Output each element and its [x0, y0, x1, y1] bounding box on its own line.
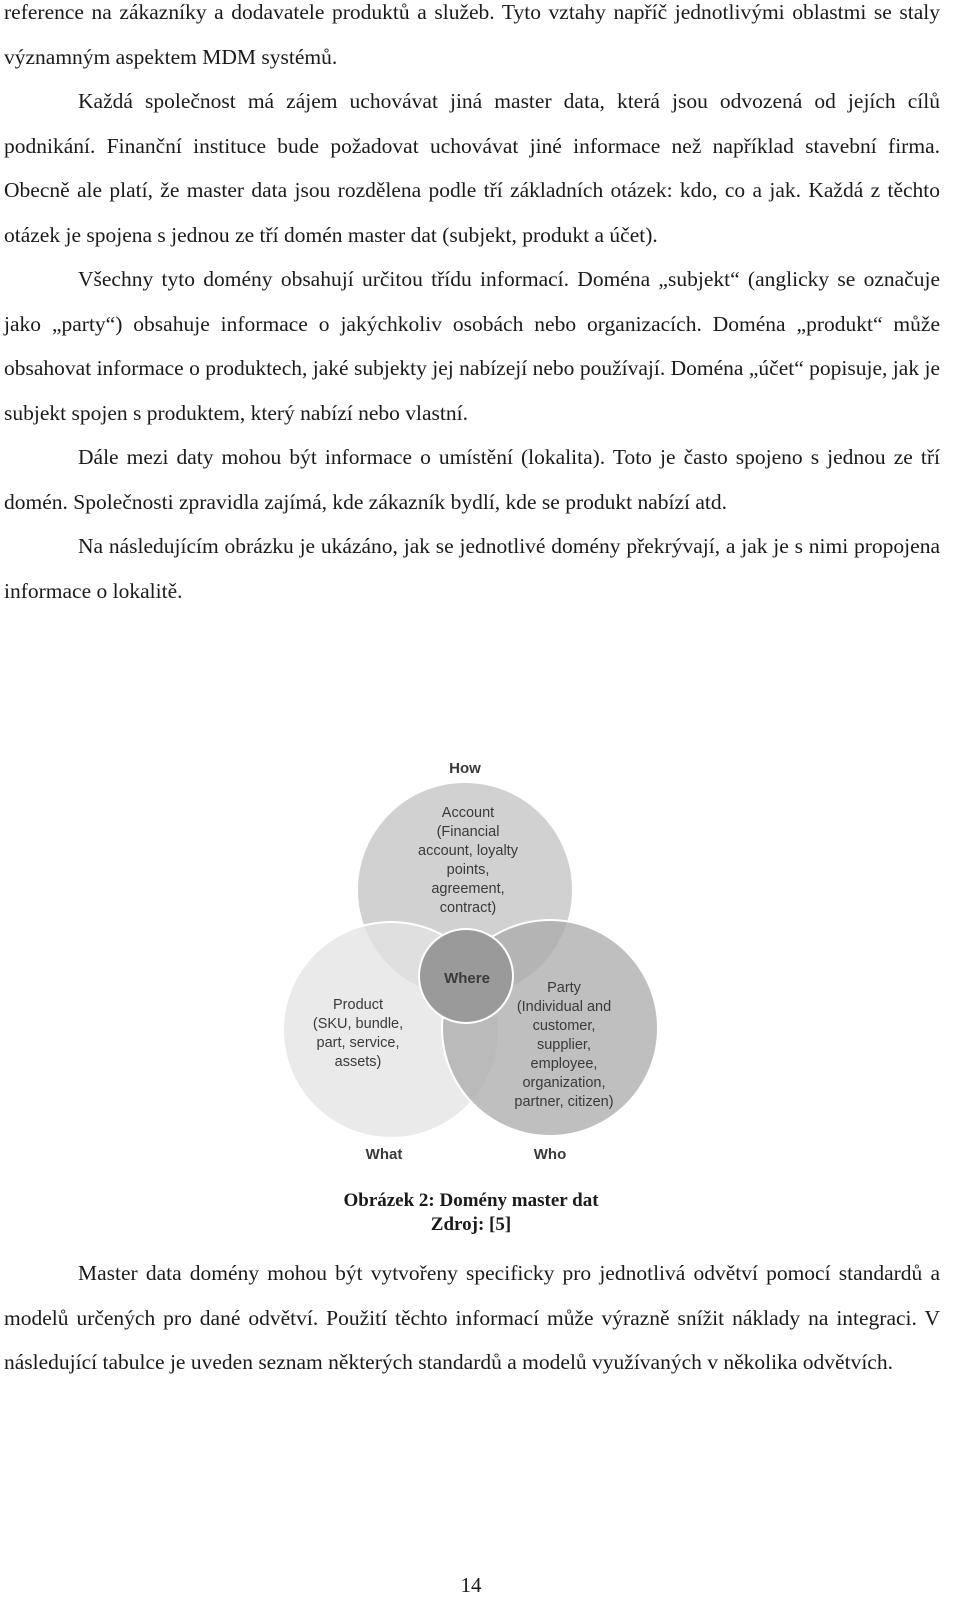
venn-diagram-figure — [278, 756, 668, 1171]
paragraph: Všechny tyto domény obsahují určitou třídu informací. Doména „subjekt“ (anglicky se označuje jako „party“) obsahuje informace o jakýchkoliv osobách nebo organizacích. Doména „produkt“ může obsahovat informace o produktech, jaké subjekty jej nabízejí nebo používají. Doména „účet“ popisuje, jak je subjekt spojen s produktem, který nabízí nebo vlastní. — [4, 267, 940, 425]
party-label-line: supplier, — [536, 1037, 592, 1053]
party-label-line: partner, citizen) — [514, 1094, 614, 1110]
product-label-line: assets) — [334, 1054, 382, 1070]
account-label-line: (Financial — [436, 824, 500, 840]
party-label-line: employee, — [530, 1056, 598, 1072]
paragraph: reference na zákazníky a dodavatele produktů a služeb. Tyto vztahy napříč jednotlivými oblastmi se staly významným aspektem MDM systémů. — [4, 0, 940, 69]
party-label-line: organization, — [522, 1075, 606, 1091]
account-label-line: account, loyalty — [418, 843, 518, 859]
venn-diagram — [278, 756, 668, 1171]
figure-caption: Obrázek 2: Domény master dat — [343, 1190, 599, 1211]
account-label-line: agreement, — [431, 881, 505, 897]
where-label: Where — [444, 970, 490, 987]
body-text-top — [4, 0, 940, 613]
product-label-line: (SKU, bundle, — [312, 1016, 404, 1032]
figure-source: Zdroj: [5] — [430, 1214, 512, 1235]
account-label-line: Account — [441, 805, 495, 821]
paragraph: Master data domény mohou být vytvořeny specificky pro jednotlivá odvětví pomocí standardů a modelů určených pro dané odvětví. Použití těchto informací může výrazně snížit náklady na integraci. V následující tabulce je uveden seznam některých standardů a modelů využívaných v několika odvětvích. — [4, 1261, 940, 1374]
what-label: What — [365, 1146, 403, 1163]
paragraph: Na následujícím obrázku je ukázáno, jak se jednotlivé domény překrývají, a jak je s nimi propojena informace o lokalitě. — [4, 534, 940, 603]
paragraph: Dále mezi daty mohou být informace o umístění (lokalita). Toto je často spojeno s jednou ze tří domén. Společnosti zpravidla zajímá, kde zákazník bydlí, kde se produkt nabízí atd. — [4, 445, 940, 514]
party-label-line: customer, — [532, 1018, 596, 1034]
page-number: 14 — [460, 1573, 482, 1597]
how-label: How — [449, 760, 481, 777]
product-label-line: part, service, — [316, 1035, 400, 1051]
paragraph: Každá společnost má zájem uchovávat jiná master data, která jsou odvozená od jejích cílů podnikání. Finanční instituce bude požadovat uchovávat jiné informace než například stavební firma. Obecně ale platí, že master data jsou rozdělena podle tří základních otázek: kdo, co a jak. Každá z těchto otázek je spojena s jednou ze tří domén master dat (subjekt, produkt a účet). — [4, 89, 940, 247]
account-label-line: contract) — [439, 900, 497, 916]
party-label-line: Party — [547, 980, 581, 996]
party-label-line: (Individual and — [516, 999, 612, 1015]
body-text-bottom — [4, 1251, 940, 1385]
account-label-line: points, — [446, 862, 490, 878]
product-label-line: Product — [333, 997, 383, 1013]
who-label: Who — [533, 1146, 567, 1163]
